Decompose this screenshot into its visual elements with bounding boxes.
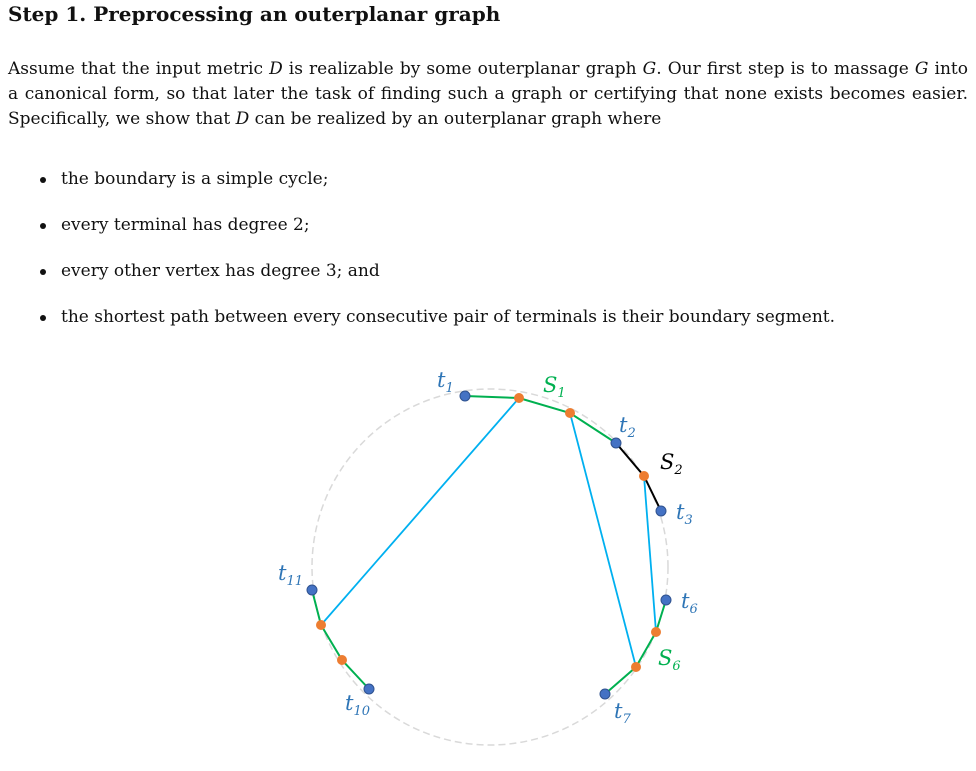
segment-s6 [605,600,666,694]
terminal-node [611,438,621,448]
label-t3: $t_3$ [676,500,693,528]
list-item-text: the shortest path between every consecutive pair of terminals is their boundary segment. [61,307,835,327]
chord-edge [321,398,519,625]
list-item-text: every other vertex has degree 3; and [61,261,380,281]
paragraph-text-1: Assume that the input metric [8,59,270,79]
paragraph-text-3: . Our first step is to massage [656,59,915,79]
bullet-icon [40,315,46,321]
bullet-icon [40,177,46,183]
list-item [0,259,835,305]
terminal-node [460,391,470,401]
terminal-node [656,506,666,516]
terminal-node [661,595,671,605]
label-t11: $t_{11}$ [278,561,303,589]
paragraph-text-5: can be realized by an outerplanar graph where [249,109,662,129]
bullet-icon [40,269,46,275]
list-item [0,167,835,213]
label-s1: $S_1$ [543,373,566,401]
paragraph-text-4: into a canonical form, so that later the task of finding such a graph or certifying that none exists becomes easier. Specifically, we show that [8,59,968,129]
list-item-text: every terminal has degree 2; [61,215,310,235]
label-t6: $t_6$ [681,589,698,617]
segment-s2 [616,443,661,511]
bullet-icon [40,223,46,229]
steiner-node [337,655,347,665]
outerplanar-graph-figure [0,340,976,760]
steiner-node [514,393,524,403]
steiner-node [316,620,326,630]
metric-symbol: D [269,59,283,79]
section-heading: Step 1. Preprocessing an outerplanar graph [8,2,501,26]
label-t10: $t_{10}$ [345,691,370,719]
label-s2: $S_2$ [660,450,683,478]
graph-symbol: G [642,59,657,79]
label-t7: $t_7$ [614,699,631,727]
terminal-node [364,684,374,694]
segment-s1 [465,396,616,443]
list-item-text: the boundary is a simple cycle; [61,169,329,189]
label-s6: $S_6$ [658,646,681,674]
label-t1: $t_1$ [437,368,454,396]
terminal-node [307,585,317,595]
paragraph-text-2: is realizable by some outerplanar graph [282,59,643,79]
graph-symbol: G [914,59,929,79]
steiner-node [631,662,641,672]
intro-paragraph [8,57,968,132]
label-t2: $t_2$ [619,413,636,441]
terminal-node [600,689,610,699]
steiner-node [639,471,649,481]
property-list [0,167,835,351]
list-item [0,213,835,259]
chord-edge [570,413,636,667]
segment-s11 [312,590,369,689]
steiner-node [565,408,575,418]
metric-symbol: D [235,109,250,129]
steiner-node [651,627,661,637]
